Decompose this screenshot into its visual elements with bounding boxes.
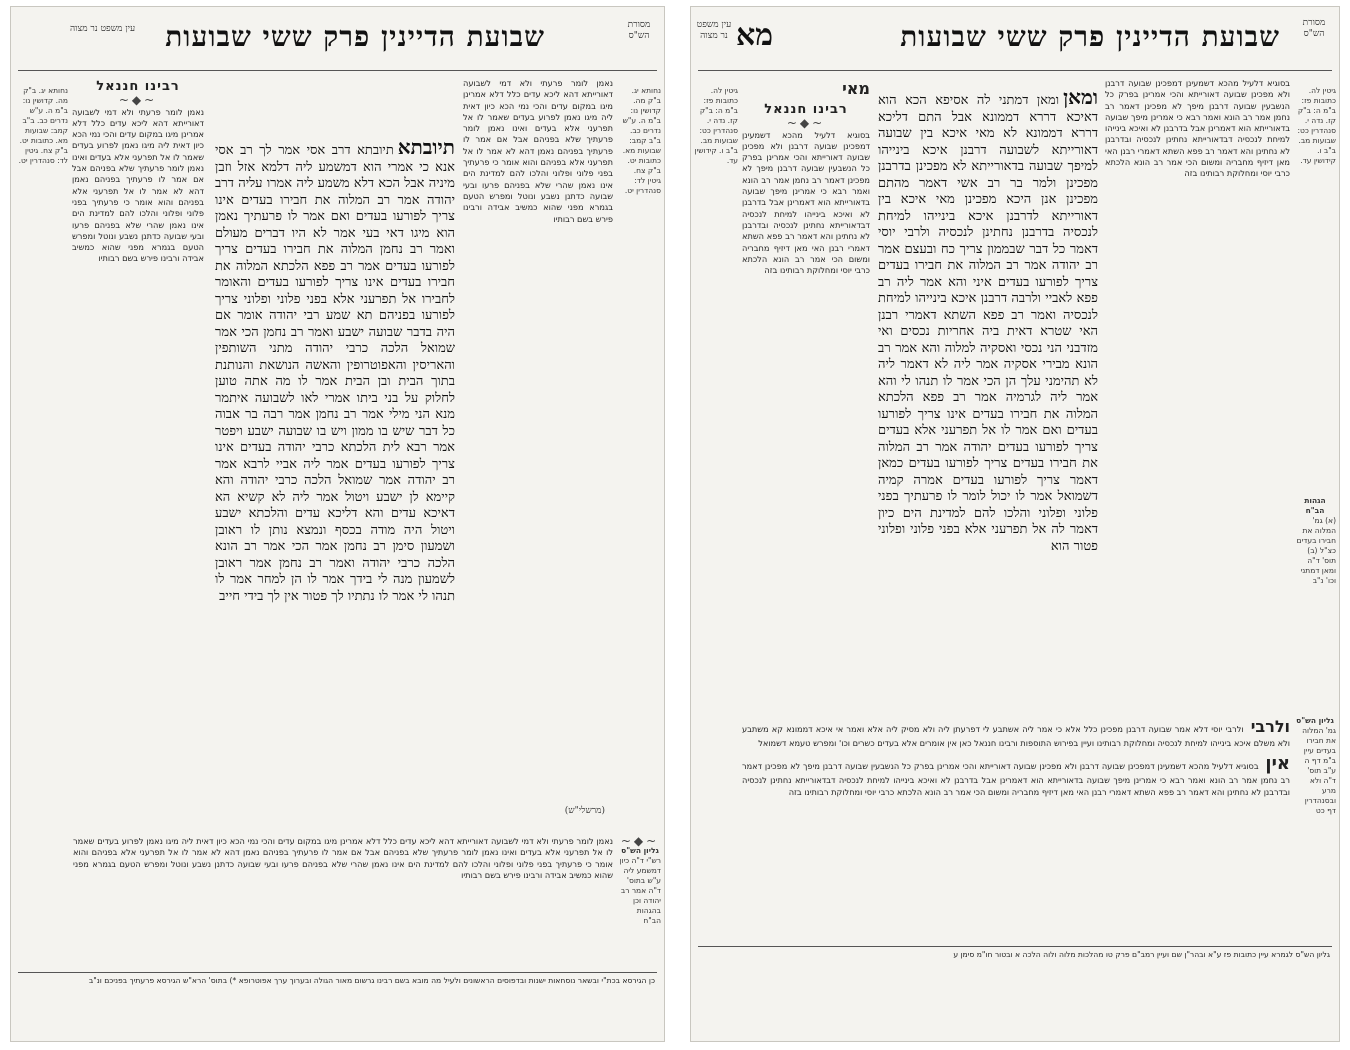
gemara-text [878,86,1098,555]
gilyon-hashas-block [619,836,661,976]
footnote-rule [698,946,1332,947]
right-page [690,6,1340,1042]
gilyon-label: גליון הש"ס [621,846,659,855]
gemara-body: ומאן דמתני לה אסיפא הכא הוא דאיכא דררא דממונא אבל התם דליכא דררא דממונא לא מאי איכא בין שבועה דאורייתא לשבועה דרבנן איכא בינייהו למיפך שבועה בדאורייתא לא מפכינן בדרבנן מפכינן ולמר בר רב אשי דאמר מהתם מפכינן אנן היכא מפכינן מאי איכא בין דאורייתא לדרבנן איכא בינייהו למיחת לנכסיה בדרבנן נחתינן לנכסיה ולרבי יוסי דאמר כל דבר שבממון צריך כח ובעצם אמר רב יהודה אמר רב המלוה את חבירו בעדים צריך לפורעו בעדים איני והא אמר ליה רב פפא לאביי ולרבה דרבנן איכא בינייהו למיחת לנכסיה ואמר רב פפא השתא דאמרי רבנן האי שטרא דאית ביה אחריות נכסים ואי מזדבני הני נכסי ואסקיה למלוה והא אמר רב הונא מבירי אסקיה אמר ליה לא דאמר ליה לא תהימני עלך הן הכי אמר לו תנהו לי והא אמר ליה לגרמיה אמר רב פפא הלכתא המלוה את חבירו בעדים אינו צריך לפורעו בעדים ואם אמר לו אל תפרעני אלא בעדים צריך לפורעו בעדים יהודה אמר רב המלוה את חבירו בעדים צריך לפורעו בעדים כמאן דאמר צריך לפורעו בעדים אמרה קמיה דשמואל אמר לו יכול לומר לו פרעתיך בפני פלוני ופלוני והלכו להם למדינת הים כיון דאמר לה אל תפרעני אלא בפני פלוני ופלוני פטור הוא [878,93,1098,554]
ein-mishpat-label: עין משפט נר מצוה [696,20,732,41]
right-header [690,14,1340,66]
masoret-hashas-column [1294,86,1336,486]
header-rule [18,70,657,71]
left-page [10,6,665,1042]
lead-word-2: מאי [842,79,870,98]
ein-mishpat-column [694,86,738,486]
lower-commentary-para-2 [742,753,1290,798]
gilyon-hashas-block [1294,716,1336,916]
masoret-hashas-text: גיטין לה. כתובות פז: ב"מ ה: ב"ק קז. נדה י. סנהדרין כט: שבועות מב. ב"ב ו. קידושין עד. [1297,86,1336,165]
footnote-asterisk: *) בתוס' הרא"ש הגירסא פרעתיך בפניכם ונ"ב [88,976,237,985]
tosafot-column [1105,78,1290,698]
masoret-hashas-text: נחותא יג. ב"ק מה. קדושין נו: ב"מ ה. ע"ש נדרים כב. ב"ב קמב: שבועות מא. כתובות יט. ב"ק צח. גיטין לד: סנהדרין יט. [622,86,661,195]
inner-commentary-column [742,78,870,698]
hagahot-block [1294,496,1336,696]
tosafot-column [463,78,613,818]
masoret-hashas-label: מסורת הש"ס [1302,18,1326,39]
gilyon-label: גליון הש"ס [1296,716,1334,725]
gilyon-ornament: ~◆~ [620,836,660,848]
page-gutter [665,0,690,1050]
inner-commentary-text: נאמן לומר פרעתי ולא דמי לשבועה דאורייתא דהא ליכא עדים כלל דלא אמרינן מיגו במקום עדים והכי נמי הכא כיון דאית ליה מיגו נאמן לפרוע בעדים שאמר לו אל תפרעני אלא בעדים ואינו נאמן לומר פרעתיך שלא בפניהם אבל אם אמר לו פרעתיך בפניהם נאמן דהא לא אמר לו אל תפרעני אלא בפניהם והוא אומר כי פרעתיך בפני פלוני ופלוני והלכו להם למדינת הים אינו נאמן שהרי שלא בפניהם פרעו ובעי שבועה כדתנן נשבע ונוטל ומפרש הטעם בגמרא מפני שהוא כמשיב אבידה ורבינו פירש בשם רבותיו [72,106,204,264]
header-rule [698,70,1332,71]
lower-commentary-para [742,716,1290,749]
footnote-text: גליון הש"ס לגמרא עיין כתובות פז ע"א ובהר"ן שם ועיין רמב"ם פרק טו מהלכות מלוה ולוה הלכה א ובטור חו"מ סימן ע [953,950,1330,959]
hagahot-label: הגהות הב"ח [1304,496,1326,515]
rabbeinu-chananel-title: רבינו חננאל [96,79,180,94]
ornament-divider: ~◆~ [118,93,158,108]
running-head: שבועת הדיינין פרק ששי שבועות [900,20,1280,53]
ornament-divider: ~◆~ [786,116,826,131]
masoret-hashas-label: מסורת הש"ס [627,20,651,41]
ein-mishpat-column [14,86,68,506]
ein-mishpat-label: עין משפט נר מצוה [70,24,136,34]
lower-commentary-text-2: בסוגיא דלעיל מהכא דשמעינן דמפכינן שבועה דרבנן ולא מפכינן שבועה דאורייתא והכי אמרינן בפרק כל הנשבעין שבועה דרבנן מיפך לא מפכינן דאמר רב נחמן אמר רב הונא ואמר רבא כי אמרינן מיפך שבועה בדאורייתא הוא דאמרינן אבל בדרבנן לא ואיכא בינייהו למיחת לנכסיה דבדאורייתא נחתינן לנכסיה ובדרבנן לא נחתינן והא דאמר רב פפא השתא דאמרי רבנן האי מאן דיזיף מחבריה ומשום הכי אמר רב הונא הלכתא כרבי יוסי ומחלוקת רבותינו בזה [742,761,1290,797]
lower-commentary [73,836,613,966]
hagahot-text: (א) גמ' המלוה את חבירו בעדים כצ"ל (ב) תוס' ד"ה ומאן דמתני וכו' נ"ב [1296,516,1336,585]
gemara-main-column [878,86,1098,706]
lead-bottom: אין [1265,753,1290,775]
footnote-line [20,976,655,987]
gemara-text [215,136,455,605]
ein-mishpat-text: גיטין לה. כתובות פז: ב"מ ה: ב"ק קז. נדה י. סנהדרין כט: שבועות מב. ב"ב ו. קידושין עד. [694,86,738,165]
margin-note: (מרשלי"ש) [564,806,605,816]
ein-mishpat-text: נחותא יג. ב"ק מה. קדושין נו: ב"מ ה. ע"ש נדרים כב. ב"ב קמב: שבועות מא. כתובות יט. ב"ק צח. גיטין לד: סנהדרין יט. [18,86,68,165]
gilyon-text: רש"י ד"ה כיון דמשמע ליה ע"ש בתוס' ד"ה אמר רב יהודה וכן בהגהות הב"ח [619,856,661,925]
gemara-body: תיובתא דרב אסי אמר לך רב אסי אנא כי אמרי הוא דמשמע ליה דלמא אזל וזבן מיניה אבל הכא דלא משמע ליה אמרו עליה דרב יהודה אמר רב המלוה את חבירו בעדים אינו צריך לפורעו בעדים ואם אמר לו פרעתיך נאמן הוא מיגו דאי בעי אמר לא היו דברים מעולם ואמר רב נחמן המלוה את חבירו בעדים צריך לפורעו בעדים אמר רב פפא הלכתא המלוה את חבירו בעדים אינו צריך לפורעו בעדים והאומר לחבירו אל תפרעני אלא בפני פלוני ופלוני צריך לפורעו בפניהם תא שמע רבי יהודה אומר אם היה בדבר שבועה ישבע ואמר רב נחמן הכי אמר שמואל הלכה כרבי יהודה מתני השותפין והאריסין והאפוטרופין והאשה הנושאת והנותנת בתוך הבית ובן הבית אמר לו מה אתה טוען לחלוק על בני ביתו אמרי לאו לשבועה איתמר מנא הני מילי אמר רב נחמן אמר רבה בר אבוה כל דבר שיש בו ממון ויש בו שבועה ישבע ויפטר אמר רבא לית הלכתא כרבי יהודה בעדים אינו צריך לפורעו בעדים אמר ליה אביי לרבא אמר רב יהודה אמר שמואל הלכה כרבי יהודה והא קיימא לן ישבע ויטול אמר ליה לא קשיא הא דאיכא עדים והא דליכא עדים והלכתא ישבע ויטול היה מודה בכסף ונמצא נותן לו ראובן ושמעון סימן רב נחמן אמר הכי אמר רב הונא הלכה כרבי יהודה ואמר רב נחמן אמר ראובן לשמעון מנה לי בידך אמר לו הן למחר אמר לו תנהו לי אמר לו נתתיו לך פטור אין לך בידי חייב [215,143,455,604]
lower-commentary-text: ולרבי יוסי דלא אמר שבועה דרבנן מפכינן כלל אלא כי אמר ליה אשתבע לי דפרעתן ליה ולא מסיק ליה אלא ואמר אי איכא דממונא קא משתבע ולא משלם איכא בינייהו למיחת לנכסיה ומחלוקת רבותינו ועיין בפירוש התוספות ורבינו חננאל כאן אין אומרים אלא בעדים כשרים וכו' ומפרש טעמא דשמואל [742,724,1290,748]
footnote-rule [18,972,657,973]
rabbeinu-chananel-title: רבינו חננאל [764,102,848,117]
folio-number: מא [736,18,774,53]
lower-commentary-text: נאמן לומר פרעתי ולא דמי לשבועה דאורייתא דהא ליכא עדים כלל דלא אמרינן מיגו במקום עדים והכי נמי הכא כיון דאית ליה מיגו נאמן לפרוע בעדים שאמר לו אל תפרעני אלא בעדים ואינו נאמן לומר פרעתיך שלא בפניהם אבל אם אמר לו פרעתיך בפניהם נאמן דהא לא אמר לו אל תפרעני אלא בפניהם והוא אומר כי פרעתיך בפני פלוני ופלוני והלכו להם למדינת הים אינו נאמן שהרי שלא בפניהם פרעו ובעי שבועה כדתנן נשבע ונוטל ומפרש הטעם בגמרא מפני שהוא כמשיב אבידה ורבינו פירש בשם רבותיו [73,836,613,880]
inner-commentary-column [72,78,204,838]
lead-bottom-2: ולרבי [1250,717,1290,736]
masoret-hashas-column [619,86,661,786]
running-head: שבועת הדיינין פרק ששי שבועות [165,20,545,53]
gilyon-text: גמ' המלוה את חבירו בעדים עיין ב"מ דף ה ע"ב תוס' ד"ה ולא מרע ובסנהדרין דף כט [1302,726,1336,815]
footnotes [20,976,655,1034]
gemara-main-column [215,136,455,836]
lower-commentary [742,716,1290,941]
lead-word: ומאן [1063,86,1098,109]
inner-commentary-text: בסוגיא דלעיל מהכא דשמעינן דמפכינן שבועה דרבנן ולא מפכינן שבועה דאורייתא והכי אמרינן בפרק כל הנשבעין שבועה דרבנן מיפך לא מפכינן דאמר רב נחמן אמר רב הונא ואמר רבא כי אמרינן מיפך שבועה בדאורייתא הוא דאמרינן אבל בדרבנן לא ואיכא בינייהו למיחת לנכסיה דבדאורייתא נחתינן לנכסיה ובדרבנן לא נחתינן והא דאמר רב פפא השתא דאמרי רבנן האי מאן דיזיף מחבריה ומשום הכי אמר רב הונא הלכתא כרבי יוסי ומחלוקת רבותינו בזה [742,129,870,276]
tosafot-text: נאמן לומר פרעתי ולא דמי לשבועה דאורייתא דהא ליכא עדים כלל דלא אמרינן מיגו במקום עדים והכי נמי הכא כיון דאית ליה מיגו נאמן לפרוע בעדים שאמר לו אל תפרעני אלא בעדים ואינו נאמן לומר פרעתיך שלא בפניהם אבל אם אמר לו פרעתיך בפניהם נאמן דהא לא אמר לו אל תפרעני אלא בפניהם והוא אומר כי פרעתיך בפני פלוני ופלוני והלכו להם למדינת הים אינו נאמן שהרי שלא בפניהם פרעו ובעי שבועה כדתנן נשבע ונוטל ומפרש הטעם בגמרא מפני שהוא כמשיב אבידה ורבינו פירש בשם רבותיו [463,78,613,224]
lead-word: תיובתא [397,136,455,159]
footnotes [700,950,1330,1036]
footnote-text: כן הגירסא בכת"י ובשאר נוסחאות ישנות ובדפוסים הראשונים ולעיל מה מובא בשם רבינו גרשום מאור הגולה ובערוך ערך אפוטרופא [238,976,655,985]
tosafot-text: בסוגיא דלעיל מהכא דשמעינן דמפכינן שבועה דרבנן ולא מפכינן שבועה דאורייתא והכי אמרינן בפרק כל הנשבעין שבועה דרבנן מיפך לא מפכינן דאמר רב נחמן אמר רב הונא ואמר רבא כי אמרינן מיפך שבועה בדאורייתא הוא דאמרינן אבל בדרבנן לא ואיכא בינייהו למיחת לנכסיה דבדאורייתא נחתינן לנכסיה ובדרבנן לא נחתינן והא דאמר רב פפא השתא דאמרי רבנן האי מאן דיזיף מחבריה ומשום הכי אמר רב הונא הלכתא כרבי יוסי ומחלוקת רבותינו בזה [1105,78,1290,179]
left-header [10,14,665,66]
